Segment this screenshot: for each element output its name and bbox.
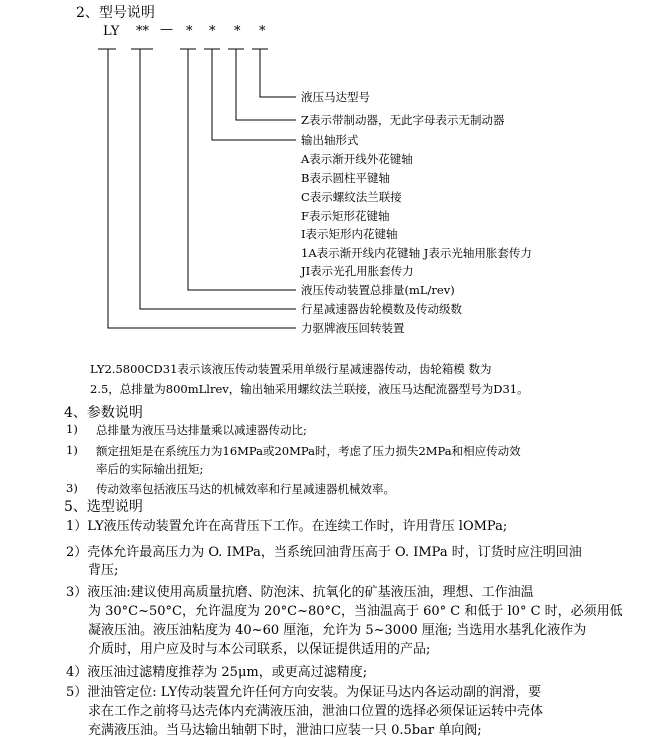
select-line-3c: 凝液压油。液压油粘度为 40~60 厘沲，允许为 5~3000 厘沲; 当选用水基乳化液作为: [88, 623, 587, 638]
label-shaft-1a-j: 1A表示渐开线内花键轴 J表示光轴用胀套传力: [301, 246, 532, 260]
param-text-2b: 率后的实际输出扭矩;: [96, 462, 204, 476]
connector-prefix: [108, 49, 296, 328]
param-text-2: 额定扭矩是在系统压力为16MPa或20MPa时，考虑了压力损失2MPa和相应传动效: [96, 444, 521, 458]
code-dash: —: [160, 22, 173, 37]
param-text-1: 总排量为液压马达排量乘以减速器传动比;: [96, 423, 307, 437]
code-prefix: LY: [103, 24, 120, 39]
connector-displacement: [188, 49, 296, 290]
code-star-motor: *: [259, 24, 266, 39]
select-line-3d: 介质时，用户应及时与本公司联系，以保证提供适用的产品;: [88, 642, 431, 657]
connector-shaft: [212, 49, 296, 140]
param-num-3: 3): [66, 481, 78, 495]
label-gear-module: 行星减速器齿轮模数及传动级数: [301, 302, 462, 316]
label-brand: 力驱牌液压回转装置: [301, 321, 405, 335]
param-text-3: 传动效率包括液压马达的机械效率和行星减速器机械效率。: [96, 482, 395, 496]
example-line-1: LY2.5800CD31表示该液压传动装置采用单级行星减速器传动，齿轮箱模 数为: [90, 362, 492, 376]
select-line-1: 1）LY液压传动装置允许在高背压下工作。在连续工作时，许用背压 lOMPa;: [66, 519, 508, 534]
label-displacement: 液压传动装置总排量(mL/rev): [301, 283, 455, 297]
label-brake: Z表示带制动器，无此字母表示无制动器: [301, 113, 505, 127]
code-star-shaft: *: [209, 24, 216, 39]
select-line-5: 5）泄油管定位: LY传动装置允许任何方向安装。为保证马达内各运动副的润滑，要: [66, 685, 542, 700]
code-star-displacement: *: [186, 24, 193, 39]
select-line-5b: 求在工作之前将马达壳体内充满液压油，泄油口位置的选择必须保证运转中壳体: [88, 704, 544, 719]
param-num-1: 1): [66, 422, 78, 436]
label-shaft-f: F表示矩形花键轴: [301, 209, 390, 223]
code-stars-module: **: [136, 24, 149, 39]
label-shaft-c: C表示螺纹法兰联接: [301, 190, 402, 204]
label-motor-model: 液压马达型号: [301, 90, 370, 104]
select-line-2: 2）壳体允许最高压力为 O. IMPa，当系统回油背压高于 O. IMPa 时，订货时应注明回油: [66, 545, 582, 560]
label-shaft-b: B表示圆柱平键轴: [301, 171, 390, 185]
select-line-2b: 背压;: [88, 563, 119, 578]
param-num-2: 1): [66, 443, 78, 457]
label-shaft-form: 输出轴形式: [301, 133, 359, 147]
select-line-5c: 充满液压油。当马达输出轴朝下时，泄油口应装一只 0.5bar 单向阀;: [88, 723, 482, 738]
label-shaft-ji: JI表示光孔用胀套传力: [301, 264, 414, 278]
code-star-brake: *: [234, 24, 241, 39]
connector-module: [140, 49, 296, 309]
label-shaft-a: A表示渐开线外花键轴: [301, 152, 413, 166]
label-shaft-i: I表示矩形内花键轴: [301, 227, 398, 241]
connector-brake: [236, 49, 296, 120]
example-line-2: 2.5，总排量为800mLlrev，输出轴采用螺纹法兰联接，液压马达配流器型号为D31。: [90, 382, 529, 396]
select-line-3: 3）液压油:建议使用高质量抗磨、防泡沫、抗氧化的矿基液压油，理想、工作油温: [66, 585, 534, 600]
section-5-title: 5、选型说明: [64, 499, 143, 515]
section-2-title: 2、型号说明: [76, 5, 155, 21]
section-4-title: 4、参数说明: [64, 405, 143, 421]
select-line-4: 4）液压油过滤精度推荐为 25μm，或更高过滤精度;: [66, 665, 368, 680]
select-line-3b: 为 30°C~50°C，允许温度为 20°C~80°C，当油温高于 60° C 和低于 l0° C 时，必须用低: [88, 604, 623, 619]
connector-motor: [260, 49, 296, 97]
